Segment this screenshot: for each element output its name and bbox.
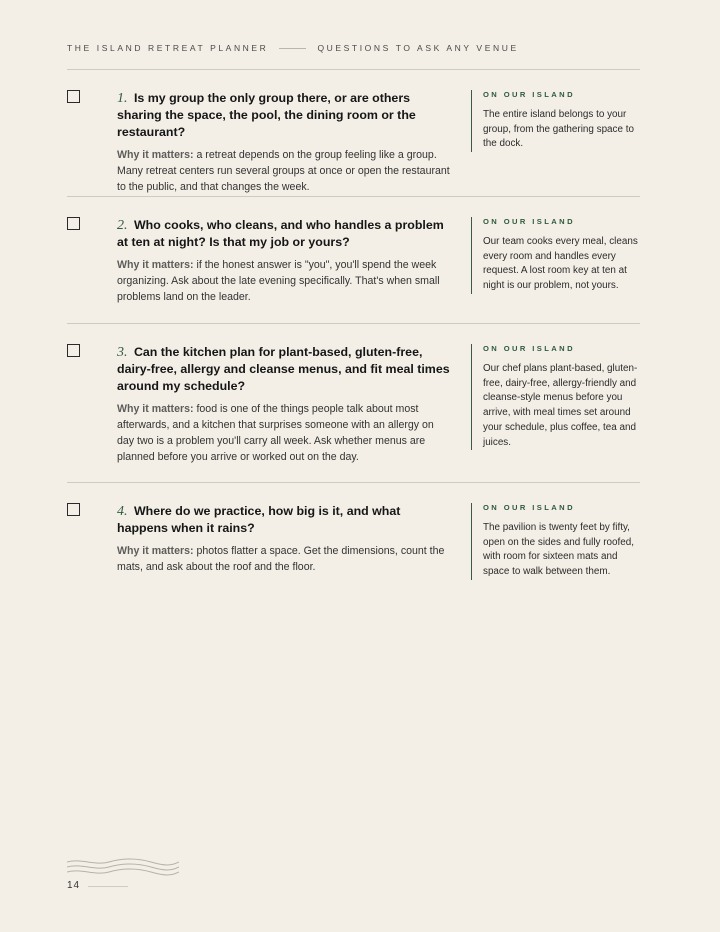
question-block [117, 503, 450, 575]
why-label: Why it matters: [117, 403, 194, 415]
header-section: QUESTIONS TO ASK ANY VENUE [317, 43, 519, 53]
question-number: 2. [117, 218, 128, 233]
checkbox[interactable] [67, 344, 80, 357]
why-text: if the honest answer is "you", you'll spend the week organizing. Ask about the late evening specifically. That's when small problems land on the leader. [117, 259, 440, 303]
question-text: Can the kitchen plan for plant-based, gluten-free, dairy-free, allergy and cleanse menus, and fit meal times around my schedule? [117, 345, 450, 393]
running-header [67, 43, 640, 53]
why-label: Why it matters: [117, 545, 194, 557]
why-text: a retreat depends on the group feeling like a group. Many retreat centers run several groups at once or open the restaurant to the public, and that changes the week. [117, 149, 450, 193]
page-number-rule [88, 886, 128, 887]
checkbox[interactable] [67, 90, 80, 103]
item-divider [67, 323, 640, 324]
callout-text: Our team cooks every meal, cleans every room and handles every request. A lost room key at ten at night is our problem, not yours. [483, 236, 638, 292]
why-text: photos flatter a space. Get the dimensions, count the mats, and ask about the roof and the floor. [117, 545, 445, 573]
question-title [117, 90, 450, 141]
page-number: 14 [67, 880, 81, 891]
question-block [117, 344, 450, 465]
island-callout [471, 90, 643, 152]
question-number: 4. [117, 504, 128, 519]
question-block [117, 90, 450, 195]
question-number: 3. [117, 345, 128, 360]
checkbox[interactable] [67, 217, 80, 230]
header-title: THE ISLAND RETREAT PLANNER [67, 43, 269, 53]
question-title [117, 344, 450, 395]
callout-text: The pavilion is twenty feet by fifty, open on the sides and fully roofed, with room for sixteen mats and space to walk between them. [483, 522, 634, 578]
island-callout [471, 344, 643, 450]
callout-text: Our chef plans plant-based, gluten-free, dairy-free, allergy-friendly and cleanse-style menus before you arrive, with meal times set around your schedule, plus coffee, tea and juices. [483, 363, 638, 448]
checkbox[interactable] [67, 503, 80, 516]
question-text: Is my group the only group there, or are others sharing the space, the pool, the dining room or the restaurant? [117, 91, 416, 139]
callout-label: ON OUR ISLAND [483, 503, 575, 512]
question-text: Where do we practice, how big is it, and what happens when it rains? [117, 504, 401, 535]
callout-label: ON OUR ISLAND [483, 344, 575, 353]
callout-label: ON OUR ISLAND [483, 217, 575, 226]
question-title [117, 217, 450, 251]
callout-label: ON OUR ISLAND [483, 90, 575, 99]
why-text: food is one of the things people talk about most afterwards, and a kitchen that surprises someone with an allergy on day two is a problem you'll carry all week. Ask whether menus are planned before you arrive or worked out on the day. [117, 403, 434, 463]
why-it-matters [117, 401, 450, 465]
why-it-matters [117, 147, 450, 195]
question-number: 1. [117, 91, 128, 106]
callout-text: The entire island belongs to your group, from the gathering space to the dock. [483, 109, 634, 150]
why-label: Why it matters: [117, 149, 194, 161]
item-divider [67, 196, 640, 197]
item-divider [67, 482, 640, 483]
island-callout [471, 503, 643, 580]
question-title [117, 503, 450, 537]
top-divider [67, 69, 640, 70]
why-label: Why it matters: [117, 259, 194, 271]
wave-ornament-icon [67, 858, 179, 876]
why-it-matters [117, 543, 450, 575]
island-callout [471, 217, 643, 294]
question-block [117, 217, 450, 305]
header-rule [279, 48, 306, 49]
why-it-matters [117, 257, 450, 305]
question-text: Who cooks, who cleans, and who handles a problem at ten at night? Is that my job or yours? [117, 218, 444, 249]
